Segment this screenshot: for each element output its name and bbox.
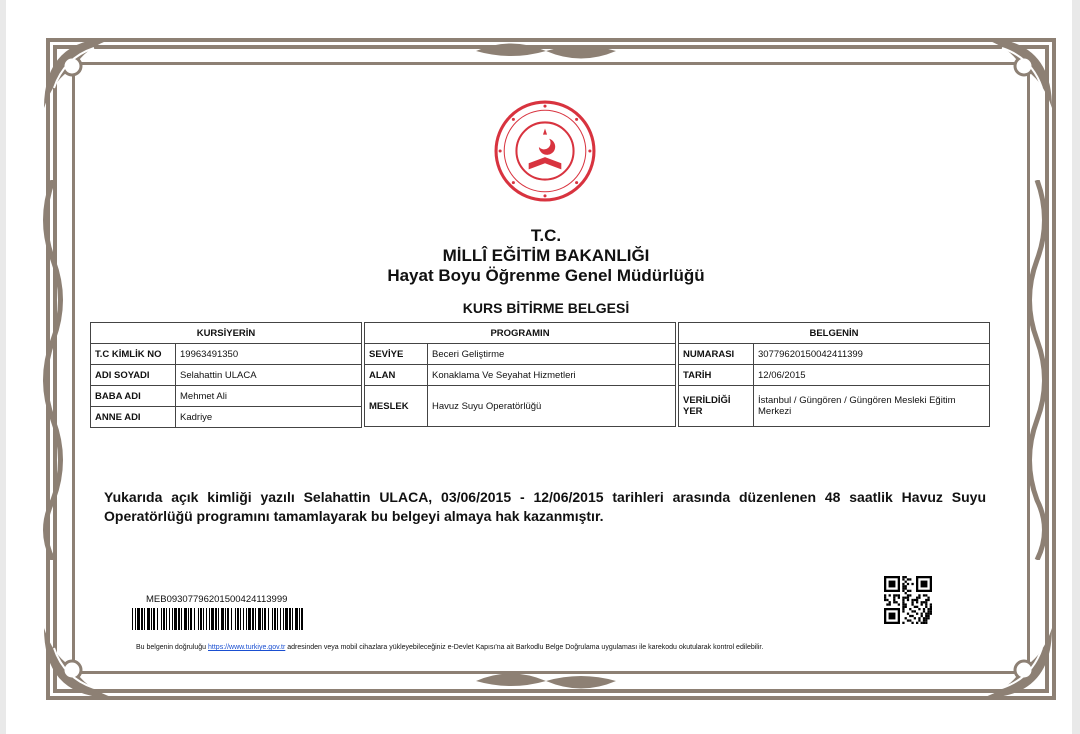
qr-module [905,603,907,605]
qr-module [923,610,925,612]
barcode-number: MEB09307796201500424113999 [146,594,288,605]
qr-module [927,613,929,615]
qr-module [909,615,911,617]
qr-module [893,594,895,596]
qr-module [925,603,927,605]
qr-module [902,601,904,603]
qr-module [918,594,920,596]
barcode-bar [285,608,288,630]
qr-module [902,597,904,599]
barcode-bar [258,608,261,630]
qr-module [914,606,916,608]
qr-module [925,617,927,619]
barcode-bar [292,608,293,630]
qr-module [886,599,888,601]
qr-module [895,594,897,596]
qr-module [889,613,896,620]
bottom-center-ornament-icon [476,666,616,696]
qr-module [902,578,904,580]
barcode-bar [231,608,232,630]
qr-module [911,610,913,612]
barcode-bar [200,608,202,630]
trainee-heading: KURSİYERİN [91,323,362,344]
barcode-bar [243,608,244,630]
trainee-value: Kadriye [176,407,362,428]
qr-module [927,608,929,610]
qr-module [914,610,916,612]
qr-module [930,608,932,610]
barcode-bar [264,608,266,630]
qr-module [930,603,932,605]
barcode-bar [206,608,207,630]
qr-module [893,599,895,601]
barcode-bar [132,608,133,630]
barcode-bar [141,608,143,630]
barcode-bar [178,608,180,630]
qr-module [911,601,913,603]
qr-module [907,597,909,599]
qr-module [902,608,904,610]
barcode-bar [194,608,195,630]
barcode-bar [301,608,303,630]
qr-module [902,606,904,608]
qr-module [886,603,888,605]
qr-module [907,594,909,596]
qr-module [902,603,904,605]
qr-module [923,601,925,603]
qr-module [916,599,918,601]
barcode-bar [252,608,254,630]
qr-module [911,622,913,624]
barcode-bar [295,608,298,630]
qr-module [902,583,904,585]
qr-module [905,576,907,578]
qr-module [905,606,907,608]
qr-module [893,597,895,599]
program-value: Beceri Geliştirme [428,344,676,365]
verification-footer [136,644,976,651]
qr-module [911,615,913,617]
qr-module [916,622,918,624]
qr-module [927,597,929,599]
qr-module [914,599,916,601]
barcode-bar [237,608,239,630]
barcode-bar [184,608,187,630]
qr-module [921,615,923,617]
qr-module [925,606,927,608]
qr-module [889,603,891,605]
certificate-heading: BELGENİN [679,323,990,344]
document-title: KURS BİTİRME BELGESİ [462,300,630,316]
certificate-value: İstanbul / Güngören / Güngören Mesleki Eğitim Merkezi [754,386,990,427]
barcode-bar [289,608,291,630]
qr-module [889,601,891,603]
certificate-value: 30779620150042411399 [754,344,990,365]
barcode-bar [169,608,170,630]
barcode-bar [157,608,158,630]
barcode-bar [277,608,278,630]
trainee-value: Selahattin ULACA [176,365,362,386]
program-heading: PROGRAMIN [365,323,676,344]
barcode-bar [262,608,263,630]
barcode-bar [190,608,192,630]
qr-module [889,594,891,596]
barcode-bar [181,608,182,630]
qr-module [907,613,909,615]
qr-module [902,590,904,592]
qr-module [909,578,911,580]
completion-statement: Yukarıda açık kimliği yazılı Selahattin ULACA, 03/06/2015 - 12/06/2015 tarihleri arasında düzenlenen 48 saatlik Havuz Suyu Operatörlüğü programını tamamlayarak bu belgeyi almaya hak kazanmıştır. [104,489,986,524]
corner-ornament-icon [972,28,1062,118]
corner-ornament-icon [34,28,124,118]
barcode-bar [235,608,236,630]
qr-module [921,622,923,624]
qr-module [930,610,932,612]
country-heading: T.C. [530,226,562,245]
program-label: ALAN [365,365,428,386]
qr-module [925,601,927,603]
qr-module [916,613,918,615]
qr-module [905,581,907,583]
qr-module [893,601,895,603]
barcode-bar [153,608,155,630]
barcode-bar [209,608,210,630]
qr-module [889,581,896,588]
qr-module [925,594,927,596]
qr-module [911,583,913,585]
trainee-label: ANNE ADI [91,407,176,428]
barcode-bar [166,608,167,630]
qr-module [902,622,904,624]
barcode-bar [135,608,136,630]
qr-module [930,606,932,608]
barcode-bar [137,608,140,630]
qr-module [905,617,907,619]
trainee-value: 19963491350 [176,344,362,365]
qr-module [905,585,907,587]
program-table [364,322,676,427]
qr-module [902,610,904,612]
certificate-page [6,0,1072,734]
barcode-bar [246,608,247,630]
barcode-bar [161,608,162,630]
qr-module [907,619,909,621]
barcode-bar [211,608,214,630]
qr-module [907,599,909,601]
qr-module [927,615,929,617]
qr-module [907,583,909,585]
qr-module [909,590,911,592]
barcode-bar [272,608,273,630]
qr-module [907,590,909,592]
qr-module [895,601,897,603]
qr-module [925,613,927,615]
verification-link[interactable]: https://www.turkiye.gov.tr [208,644,286,651]
barcode-bar [144,608,145,630]
barcode-bar [215,608,217,630]
qr-module [918,608,920,610]
qr-module [921,581,928,588]
qr-module [916,601,918,603]
barcode-bar [172,608,173,630]
barcode-bar [248,608,251,630]
barcode-bar [151,608,152,630]
program-value: Havuz Suyu Operatörlüğü [428,386,676,427]
qr-module [927,599,929,601]
qr-module [921,613,923,615]
qr-module [909,619,911,621]
qr-module [927,617,929,619]
qr-module [905,587,907,589]
ministry-heading: MİLLÎ EĞİTİM BAKANLIĞI [442,246,650,265]
qr-module [916,606,918,608]
barcode-icon [132,608,307,630]
qr-module [923,619,925,621]
qr-module [884,594,886,596]
corner-ornament-icon [34,618,124,708]
certificate-label: TARİH [679,365,754,386]
barcode-bar [174,608,177,630]
program-value: Konaklama Ve Seyahat Hizmetleri [428,365,676,386]
qr-module [925,622,927,624]
ministry-seal-icon [494,100,596,202]
barcode-bar [221,608,224,630]
qr-module [921,603,923,605]
qr-module [923,622,925,624]
footer-suffix: adresinden veya mobil cihazlara yükleyebileceğiniz e-Devlet Kapısı'na ait Barkodlu Belge Doğrulama uygulaması ile karekodu okutularak kontrol edilebilir. [285,644,764,651]
qr-module [925,615,927,617]
qr-module [907,578,909,580]
program-label: SEVİYE [365,344,428,365]
qr-module [902,576,904,578]
qr-module [905,597,907,599]
qr-module [902,585,904,587]
qr-module [898,594,900,596]
corner-ornament-icon [972,618,1062,708]
qr-module [914,617,916,619]
barcode-bar [255,608,256,630]
program-label: MESLEK [365,386,428,427]
barcode-bar [188,608,189,630]
barcode-bar [227,608,229,630]
qr-module [898,603,900,605]
qr-code-icon[interactable] [884,576,932,624]
qr-module [902,599,904,601]
barcode-bar [280,608,281,630]
barcode-bar [198,608,199,630]
top-center-ornament-icon [476,36,616,66]
qr-module [925,619,927,621]
certificate-table [678,322,990,427]
qr-module [923,608,925,610]
certificate-label: NUMARASI [679,344,754,365]
qr-module [918,597,920,599]
qr-module [916,597,918,599]
qr-module [923,594,925,596]
trainee-label: BABA ADI [91,386,176,407]
qr-module [927,610,929,612]
qr-module [884,599,886,601]
qr-module [923,617,925,619]
barcode-bar [240,608,241,630]
footer-prefix: Bu belgenin doğruluğu [136,644,209,651]
barcode-bar [163,608,165,630]
qr-module [930,613,932,615]
qr-module [884,597,886,599]
qr-module [921,601,923,603]
qr-module [918,619,920,621]
qr-module [909,608,911,610]
barcode-bar [147,608,150,630]
qr-module [902,587,904,589]
trainee-table [90,322,362,428]
certificate-value: 12/06/2015 [754,365,990,386]
barcode-bar [225,608,226,630]
certificate-label: VERİLDİĞİ YER [679,386,754,427]
trainee-value: Mehmet Ali [176,386,362,407]
barcode-bar [274,608,276,630]
barcode-bar [283,608,284,630]
qr-module [918,617,920,619]
qr-module [905,592,907,594]
qr-module [911,603,913,605]
trainee-label: T.C KİMLİK NO [91,344,176,365]
qr-module [911,599,913,601]
qr-module [898,597,900,599]
qr-module [925,599,927,601]
barcode-bar [218,608,219,630]
trainee-label: ADI SOYADI [91,365,176,386]
barcode-bar [299,608,300,630]
directorate-heading: Hayat Boyu Öğrenme Genel Müdürlüğü [387,266,705,285]
barcode-bar [203,608,204,630]
barcode-bar [268,608,269,630]
qr-module [909,594,911,596]
